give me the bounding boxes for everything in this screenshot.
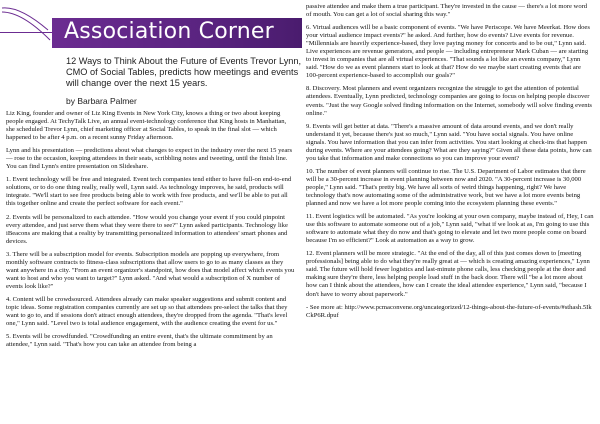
article-byline: by Barbara Palmer xyxy=(66,96,137,106)
article-column-right xyxy=(306,3,594,325)
paragraph: 4. Content will be crowdsourced. Attendees already can make speaker suggestions and submit content and topic ideas. Some registration companies currently are set up so that attendees pre-select the talks that they want to go to, and if sessions don't attract enough attendees, they're dropped from the agenda. "That's level one," Lynn said. "Level two is total audience engagement, with the audience creating the event for us." xyxy=(6,295,288,328)
paragraph: 10. The number of event planners will continue to rise. The U.S. Department of Labor estimates that there will be a 30-percent increase in event planning between now and 2020. "A 30-percent increase is 30,000 people," Lynn said. "That's pretty big. We have all sorts of weird things happening, right? We have technology that's now automating some of the administrative work, but we have a lot more events being planned and now we have a lot more people coming into the ecosystem planning these events." xyxy=(306,167,586,208)
swoosh-decoration-icon xyxy=(0,0,70,70)
paragraph: 3. There will be a subscription model for events. Subscription models are popping up everywhere, from monthly software contracts to fitness-class subscriptions that allow users to go to as many classes as they want anywhere in a city. "From an event organizer's standpoint, how does that model affect which events you want to host and who you want to target?" Lynn asked. "And what would a subscription of X number of events look like?" xyxy=(6,250,295,290)
paragraph: Lynn and his presentation — predictions about what changes to expect in the industry over the next 15 years — rose to the occasion, keeping attendees in their seats, scribbling notes and tweeting, until the finish line. You can find Lynn's entire presentation on Slideshare. xyxy=(6,147,293,171)
paragraph: 6. Virtual audiences will be a basic component of events. "We have Periscope. We have Meerkat. How does your virtual audience impact events?" he asked. And further, how do events? Live events for revenue. "Millennials are heavily experience-based, they love paying money for concerts and to be out," Lynn said. Live experiences are revenue generators, and people — including entrepreneur Mark Cuban — are starting to invest in companies that are all virtual experiences. "That sounds a lot like an events company," Lynn said. "How do we as event planners start to look at that? How do we maybe start creating events that are 100-percent experience-based to accomplish our goals?" xyxy=(306,24,590,80)
paragraph: passive attendee and make them a true participant. They're invested in the cause — there's a lot more word of mouth. You can get a lot of social sharing this way." xyxy=(306,3,588,19)
article-column-left xyxy=(6,110,296,354)
paragraph: 12. Event planners will be more strategic. "At the end of the day, all of this just comes down to [meeting professionals] being able to do what they're really great at — which is creating amazing experiences," Lynn said. The future will hold fewer logistics and last-minute phone calls, less checking people at the door and making sure they're there, less helping people load stuff in the back door. There will "be a lot more about how can I think about the attendees, how can I create the ideal attendee experience," Lynn said, "because I don't have to worry about paperwork." xyxy=(306,250,590,298)
paragraph: 5. Events will be crowdfunded. "Crowdfunding an entire event, that's the ultimate commitment by an attendee," Lynn said. "That's how you can take an attendee from being a xyxy=(6,333,273,349)
source-link[interactable]: - See more at: http://www.pcmaconvene.org/uncategorized/12-things-about-the-future-of-events/#sthash.5IkCkP6R.dpuf xyxy=(306,303,592,319)
page-title: Association Corner xyxy=(64,19,274,44)
paragraph: 1. Event technology will be free and integrated. Event tech companies tend either to have full-on end-to-end solutions, or to do one thing really, really well, Lynn said. As technology improves, he said, products will integrate. "We'll start to see free products being able to work with free products, and we'll be able to put all this together online and create the perfect software for each event." xyxy=(6,176,292,208)
paragraph: 8. Discovery. Most planners and event organizers recognize the struggle to get the attention of potential attendees. Eventually, Lynn predicted, technology companies are going to focus on helping people discover events. "Just the way Google solved finding information on the Internet, somebody will solve finding events online." xyxy=(306,85,592,117)
paragraph: 11. Event logistics will be automated. "As you're looking at your own company, maybe instead of, Hey, I can use this software to automate someone out of a job," Lynn said, "what if we look at as, I'm going to use this software to automate what they do now and that's going to elevate and let two more people come on board because I'm so efficient?" Look at automation as a way to grow. xyxy=(306,213,594,245)
article-subtitle: 12 Ways to Think About the Future of Events Trevor Lynn, CMO of Social Tables, predicts how meetings and events will change over the next 15 years. xyxy=(66,56,302,88)
paragraph: 9. Events will get better at data. "There's a massive amount of data around events, and we don't really understand it yet, because there's just so much," Lynn said. "You have social signals. You have online signals. You have information that you can infer from activities. You start looking at check-ins that happen during events. Where are your attendees going? What are they saying?" Given all these data points, how can you take that information and make connections so you can improve your event? xyxy=(306,122,592,162)
paragraph: Liz King, founder and owner of Liz King Events in New York City, knows a thing or two about keeping people engaged. At TechyTalk Live, an annual event-technology conference that King hosts in Manhattan, she scheduled Trevor Lynn, chief marketing officer at Social Tables, to speak in the final slot — which happened to be after 4 p.m. on a recent sunny Friday afternoon. xyxy=(6,110,287,142)
paragraph: 2. Events will be personalized to each attendee. "How would you change your event if you could pinpoint every attendee, and just serve them what they were there to see?" Lynn asked participants. Technology like iBeacons are making that a reality by transmitting personalized information to attendees' smart phones and devices. xyxy=(6,213,288,245)
